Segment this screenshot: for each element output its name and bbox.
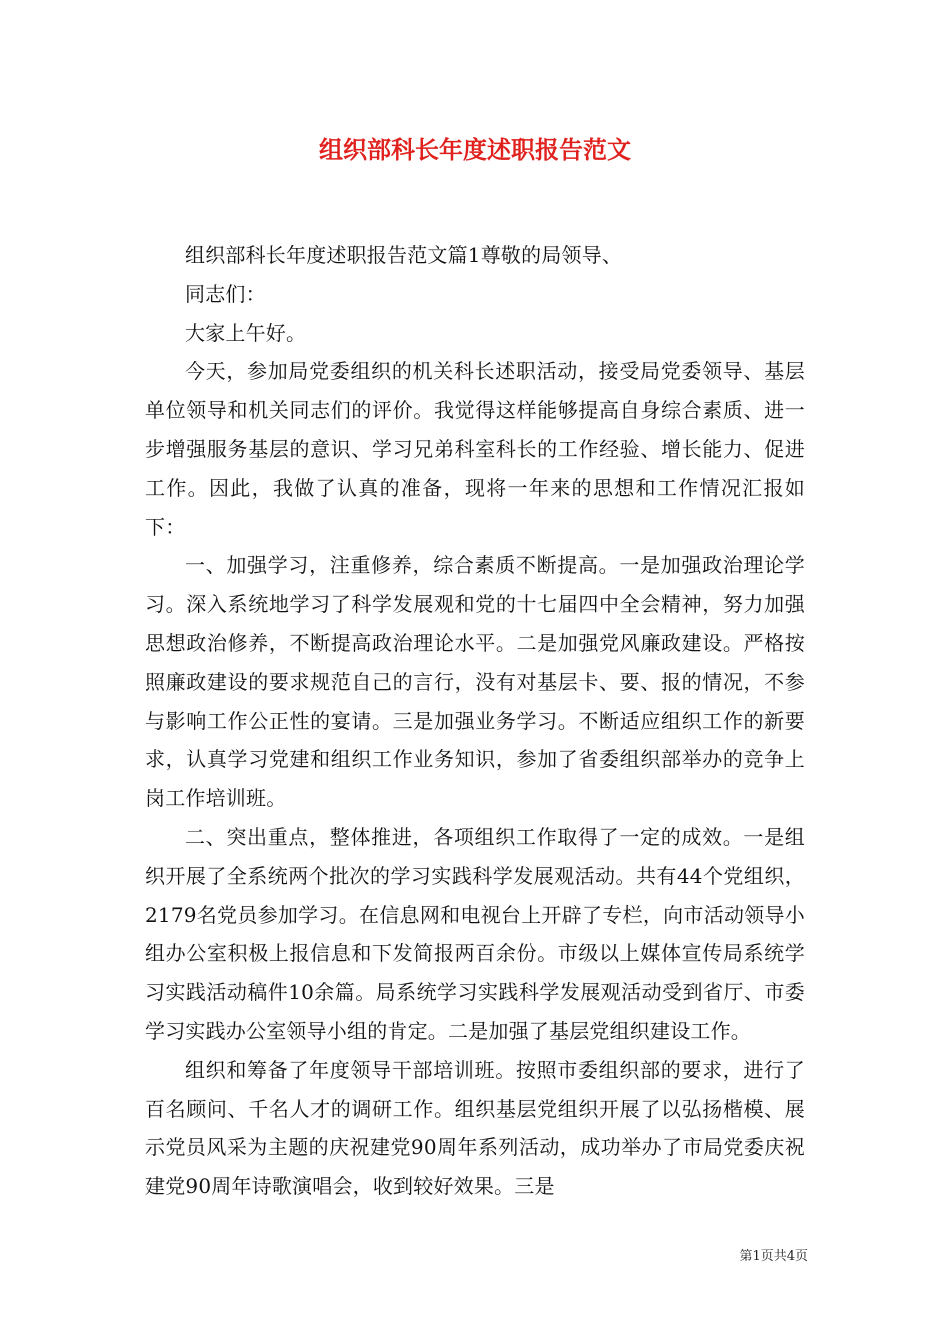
paragraph-intro: 组织部科长年度述职报告范文篇1尊敬的局领导、 — [185, 243, 623, 267]
paragraph-section-two: 二、突出重点，整体推进，各项组织工作取得了一定的成效。一是组织开展了全系统两个批次的学习实践科学发展观活动。共有44个党组织，2179名党员参加学习。在信息网和电视台上开辟了专栏，向市活动领导小组办公室积极上报信息和下发简报两百余份。市级以上媒体宣传局系统学习实践活动稿件10余篇。局系统学习实践科学发展观活动受到省厅、市委学习实践办公室领导小组的肯定。二是加强了基层党组织建设工作。 — [145, 824, 805, 1043]
paragraph-training: 组织和筹备了年度领导干部培训班。按照市委组织部的要求，进行了百名顾问、千名人才的调研工作。组织基层党组织开展了以弘扬楷模、展示党员风采为主题的庆祝建党90周年系列活动，成功举办了市局党委庆祝建党90周年诗歌演唱会，收到较好效果。三是 — [145, 1057, 805, 1199]
page-number-indicator: 第1页共4页 — [739, 1249, 808, 1264]
document-title: 组织部科长年度述职报告范文 — [319, 135, 631, 164]
paragraph-section-one: 一、加强学习，注重修养，综合素质不断提高。一是加强政治理论学习。深入系统地学习了科学发展观和党的十七届四中全会精神，努力加强思想政治修养，不断提高政治理论水平。二是加强党风廉政建设。严格按照廉政建设的要求规范自己的言行，没有对基层卡、要、报的情况，不参与影响工作公正性的宴请。三是加强业务学习。不断适应组织工作的新要求，认真学习党建和组织工作业务知识，参加了省委组织部举办的竞争上岗工作培训班。 — [145, 553, 805, 811]
paragraph-salutation: 同志们： — [185, 281, 266, 306]
paragraph-greeting: 大家上午好。 — [185, 320, 307, 345]
document-body — [145, 236, 805, 1206]
paragraph-opening: 今天，参加局党委组织的机关科长述职活动，接受局党委领导、基层单位领导和机关同志们的评价。我觉得这样能够提高自身综合素质、进一步增强服务基层的意识、学习兄弟科室科长的工作经验、增长能力、促进工作。因此，我做了认真的准备，现将一年来的思想和工作情况汇报如下： — [145, 359, 805, 539]
